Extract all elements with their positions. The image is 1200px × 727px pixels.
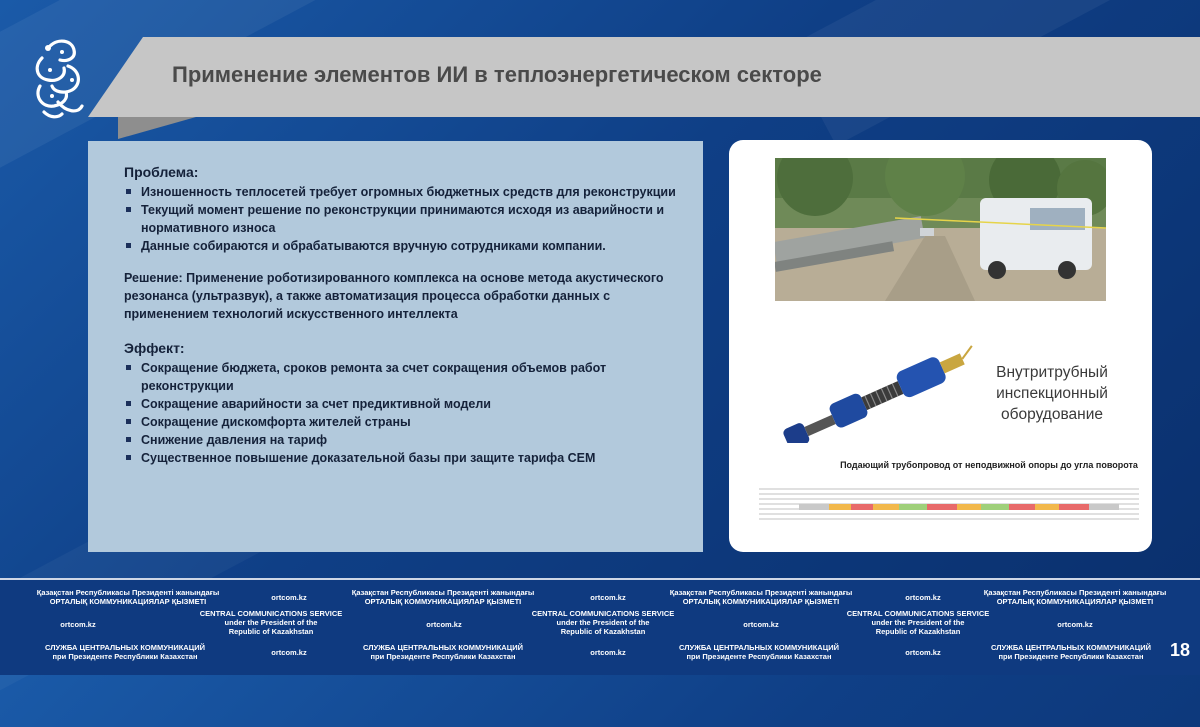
equipment-caption: Внутритрубный инспекционный оборудование xyxy=(996,364,1108,423)
footer-site-link[interactable]: ortcom.kz xyxy=(271,648,307,657)
effect-list xyxy=(124,359,684,467)
footer-site-link[interactable]: ortcom.kz xyxy=(590,593,626,602)
footer-kz-block: Қазақстан Республикасы Президенті жанындағы ОРТАЛЫҚ КОММУНИКАЦИЯЛАР ҚЫЗМЕТІ xyxy=(983,588,1167,606)
solution-text: Применение роботизированного комплекса на основе метода акустического резонанса (ультразвук), а также автоматизация процесса обработки данных с применением технологий искусственного интеллекта xyxy=(124,271,664,321)
list-item: Данные собираются и обрабатываются вручную сотрудниками компании. xyxy=(124,237,684,255)
solution-label: Решение: xyxy=(124,271,183,285)
pipeline-data-table xyxy=(759,485,1139,525)
footer-divider xyxy=(0,578,1200,580)
snow-leopard-logo-icon xyxy=(28,36,88,120)
footer-kz-block: Қазақстан Республикасы Президенті жанындағы ОРТАЛЫҚ КОММУНИКАЦИЯЛАР ҚЫЗМЕТІ xyxy=(36,588,220,606)
footer-site-link[interactable]: ortcom.kz xyxy=(905,648,941,657)
list-item: Сокращение аварийности за счет предиктивной модели xyxy=(124,395,684,413)
footer-site-link[interactable]: ortcom.kz xyxy=(426,620,462,629)
page-number: 18 xyxy=(1169,640,1190,660)
title-band-shadow xyxy=(118,117,196,139)
effect-heading: Эффект: xyxy=(124,340,185,356)
list-item: Сокращение дискомфорта жителей страны xyxy=(124,413,684,431)
footer-ru-block: СЛУЖБА ЦЕНТРАЛЬНЫХ КОММУНИКАЦИЙ при Президенте Республики Казахстан xyxy=(362,643,523,661)
footer-ru-block: СЛУЖБА ЦЕНТРАЛЬНЫХ КОММУНИКАЦИЙ при Президенте Республики Казахстан xyxy=(678,643,839,661)
footer-en-block: CENTRAL COMMUNICATIONS SERVICE under the President of the Republic of Kazakhstan xyxy=(531,609,675,636)
footer-ru-block: СЛУЖБА ЦЕНТРАЛЬНЫХ КОММУНИКАЦИЙ при Президенте Республики Казахстан xyxy=(44,643,205,661)
footer-site-link[interactable]: ortcom.kz xyxy=(743,620,779,629)
list-item: Сокращение бюджета, сроков ремонта за счет сокращения объемов работ реконструкции xyxy=(124,359,684,395)
footer-site-link[interactable]: ortcom.kz xyxy=(60,620,96,629)
footer-kz-block: Қазақстан Республикасы Президенті жанындағы ОРТАЛЫҚ КОММУНИКАЦИЯЛАР ҚЫЗМЕТІ xyxy=(351,588,535,606)
list-item: Изношенность теплосетей требует огромных бюджетных средств для реконструкции xyxy=(124,183,684,201)
table-title: Подающий трубопровод от неподвижной опоры до угла поворота xyxy=(840,460,1138,470)
footer-en-block: CENTRAL COMMUNICATIONS SERVICE under the President of the Republic of Kazakhstan xyxy=(846,609,990,636)
inspection-robot-image xyxy=(767,335,982,443)
image-card xyxy=(729,140,1152,552)
field-work-photo xyxy=(775,158,1106,301)
problem-heading: Проблема: xyxy=(124,164,199,180)
footer-site-link[interactable]: ortcom.kz xyxy=(271,593,307,602)
footer-site-link[interactable]: ortcom.kz xyxy=(905,593,941,602)
slide-title: Применение элементов ИИ в теплоэнергетическом секторе xyxy=(172,62,822,87)
footer-kz-block: Қазақстан Республикасы Президенті жанындағы ОРТАЛЫҚ КОММУНИКАЦИЯЛАР ҚЫЗМЕТІ xyxy=(669,588,853,606)
footer-en-block: CENTRAL COMMUNICATIONS SERVICE under the President of the Republic of Kazakhstan xyxy=(199,609,343,636)
footer-site-link[interactable]: ortcom.kz xyxy=(1057,620,1093,629)
problem-list xyxy=(124,183,684,255)
list-item: Существенное повышение доказательной базы при защите тарифа СЕМ xyxy=(124,449,684,467)
list-item: Текущий момент решение по реконструкции принимаются исходя из аварийности и нормативного износа xyxy=(124,201,684,237)
solution-paragraph xyxy=(124,269,684,323)
footer-ru-block: СЛУЖБА ЦЕНТРАЛЬНЫХ КОММУНИКАЦИЙ при Президенте Республики Казахстан xyxy=(990,643,1151,661)
list-item: Снижение давления на тариф xyxy=(124,431,684,449)
footer-site-link[interactable]: ortcom.kz xyxy=(590,648,626,657)
text-panel xyxy=(88,141,703,552)
